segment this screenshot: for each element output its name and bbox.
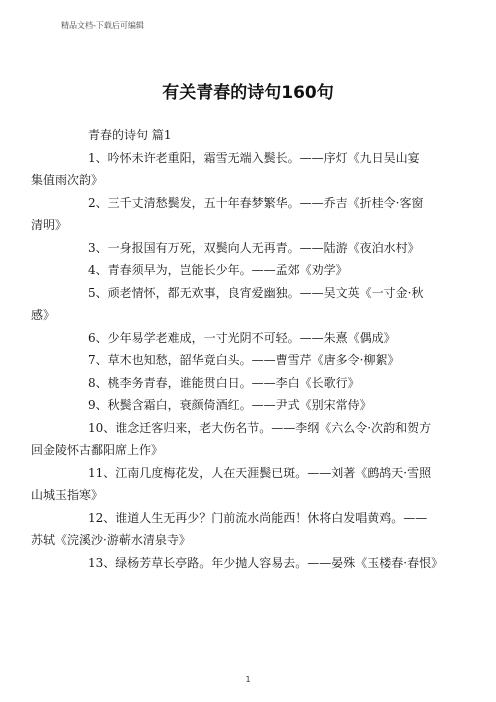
entry-line: 12、谁道人生无再少？门前流水尚能西！休将白发唱黄鸡。—— — [88, 510, 428, 525]
poem-entry-3 — [88, 237, 440, 260]
page-number: 1 — [245, 675, 251, 684]
header-note: 精品文档-下载后可编辑 — [61, 21, 144, 30]
poem-entry-12 — [31, 507, 440, 552]
entry-continuation: 清明》 — [31, 218, 68, 232]
poem-entry-2 — [31, 192, 440, 237]
poem-entry-9 — [88, 394, 440, 417]
entry-line: 4、青春须早为，岂能长少年。——孟郊《劝学》 — [88, 263, 348, 277]
entry-continuation: 感》 — [31, 308, 56, 322]
entry-continuation: 山城玉指寒》 — [31, 488, 104, 502]
entry-line: 5、顽老情怀，都无欢事，良宵爱幽独。——吴文英《一寸金·秋 — [88, 285, 424, 300]
poem-entry-5 — [31, 282, 440, 327]
page-title: 有关青春的诗句160句 — [162, 83, 334, 103]
entry-continuation: 集值雨次韵》 — [31, 173, 104, 187]
poem-entry-4 — [88, 259, 440, 282]
entry-line: 11、江南几度梅花发，人在天涯鬓已斑。——刘著《鹧鸪天·雪照 — [88, 465, 432, 480]
poem-entry-7 — [88, 349, 440, 372]
poem-entry-13 — [88, 552, 444, 575]
poem-entry-11 — [31, 462, 440, 507]
entry-line: 3、一身报国有万死，双鬓向人无再青。——陆游《夜泊水村》 — [88, 240, 420, 255]
poem-entry-8 — [88, 372, 440, 395]
entry-line: 13、绿杨芳草长亭路。年少抛人容易去。——晏殊《玉楼春·春恨》 — [88, 555, 444, 570]
poem-entry-10 — [31, 417, 440, 462]
entry-line: 9、秋鬓含霜白，衰颜倚酒红。——尹式《别宋常侍》 — [88, 398, 372, 412]
entry-line: 8、桃李务青春，谁能贯白日。——李白《长歌行》 — [88, 375, 360, 390]
document-body — [31, 124, 444, 574]
poem-entry-1 — [31, 147, 440, 192]
entry-line: 2、三千丈清愁鬓发，五十年春梦繁华。——乔吉《折桂令·客窗 — [88, 195, 424, 210]
entry-line: 1、吟怀未许老重阳，霜雪无端入鬓长。——序灯《九日吴山宴 — [88, 150, 420, 165]
section-heading: 青春的诗句 篇1 — [88, 128, 172, 142]
entry-continuation: 回金陵怀古鄱阳席上作》 — [31, 443, 164, 457]
poem-entry-6 — [88, 327, 440, 350]
entry-line: 7、草木也知愁，韶华竟白头。——曹雪芹《唐多令·柳絮》 — [88, 353, 400, 367]
entry-line: 6、少年易学老难成，一寸光阴不可轻。——朱熹《偶成》 — [88, 330, 396, 345]
entry-line: 10、谁念迁客归来，老大伤名节。——李纲《六么令·次韵和贺方 — [88, 420, 432, 435]
entry-continuation: 苏轼《浣溪沙·游蕲水清泉寺》 — [31, 533, 191, 547]
